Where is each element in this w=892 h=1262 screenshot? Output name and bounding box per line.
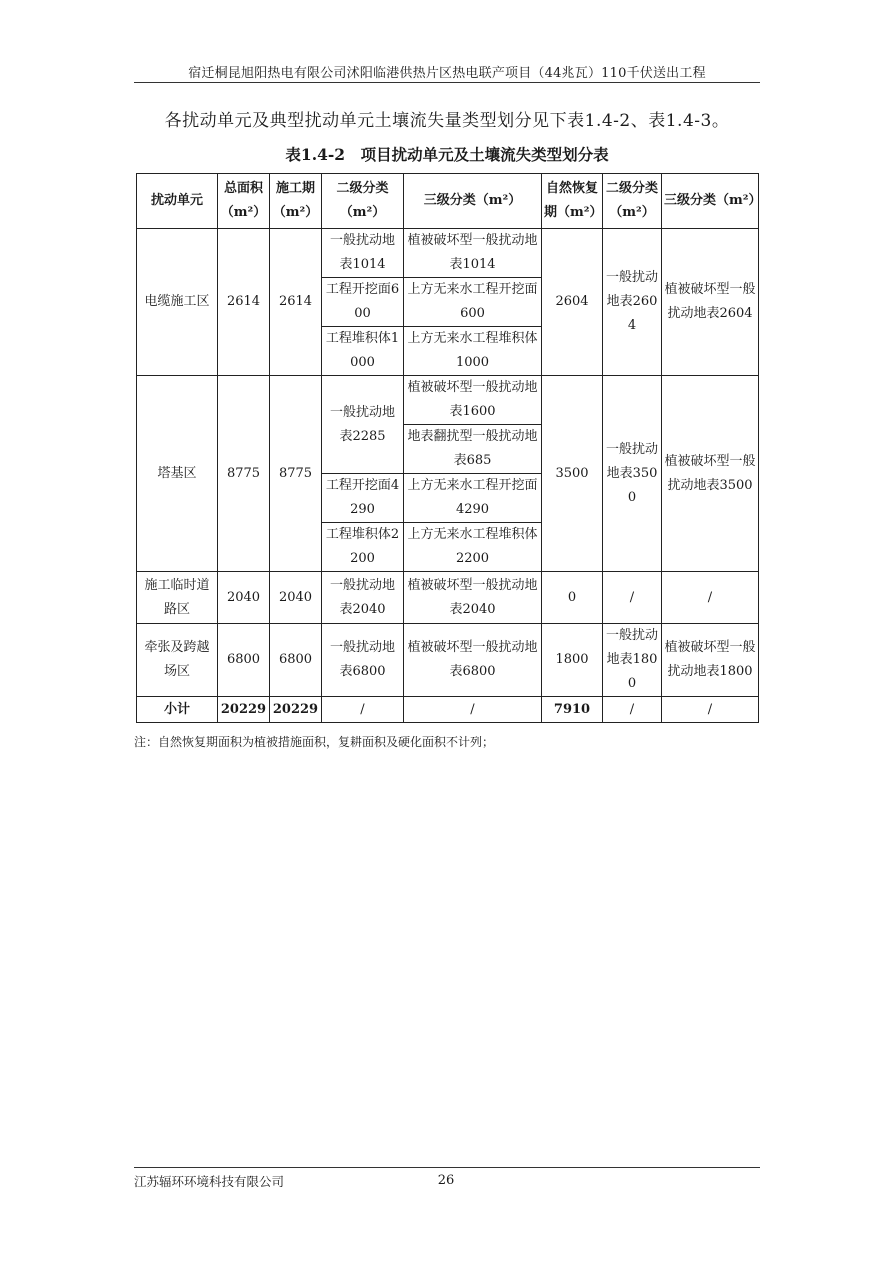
- total-area-sum: 20229: [218, 697, 270, 723]
- header-unit: 扰动单元: [137, 174, 218, 229]
- level3-cell: 植被破坏型一般扰动地表1014: [404, 229, 542, 278]
- classification-table: [136, 173, 762, 723]
- header-construction: 施工期（m²）: [270, 174, 322, 229]
- level2-cell: 一般扰动地表6800: [322, 624, 404, 697]
- level3-cell: 上方无来水工程开挖面4290: [404, 474, 542, 523]
- level3-cell: 上方无来水工程堆积体2200: [404, 523, 542, 572]
- total-area-cell: 8775: [218, 376, 270, 572]
- header-total-area: 总面积（m²）: [218, 174, 270, 229]
- level2-cell: 工程堆积体2200: [322, 523, 404, 572]
- recovery-cell: 1800: [542, 624, 603, 697]
- level2-cell: 工程开挖面4290: [322, 474, 404, 523]
- recovery-level2-cell: 一般扰动地表1800: [603, 624, 662, 697]
- recovery-level2-sum: /: [603, 697, 662, 723]
- recovery-level2-cell: /: [603, 572, 662, 624]
- total-row: [137, 697, 759, 723]
- table-row: [137, 572, 759, 624]
- construction-cell: 8775: [270, 376, 322, 572]
- level3-cell: 地表翻扰型一般扰动地表685: [404, 425, 542, 474]
- header-level3: 三级分类（m²）: [404, 174, 542, 229]
- footer-company: 江苏辐环环境科技有限公司: [134, 1174, 285, 1189]
- level3-cell: 植被破坏型一般扰动地表1600: [404, 376, 542, 425]
- recovery-level3-cell: /: [662, 572, 759, 624]
- total-area-cell: 2040: [218, 572, 270, 624]
- unit-cell: 施工临时道路区: [137, 572, 218, 624]
- footer-rule: [134, 1167, 760, 1168]
- level2-cell: 一般扰动地表2285: [322, 376, 404, 474]
- level3-cell: 上方无来水工程堆积体1000: [404, 327, 542, 376]
- recovery-cell: 0: [542, 572, 603, 624]
- document-header: 宿迁桐昆旭阳热电有限公司沭阳临港供热片区热电联产项目（44兆瓦）110千伏送出工程: [188, 66, 706, 81]
- construction-cell: 2040: [270, 572, 322, 624]
- table-caption: 表1.4-2 项目扰动单元及土壤流失类型划分表: [285, 145, 609, 164]
- header-recovery-level2: 二级分类（m²）: [603, 174, 662, 229]
- table-row: [137, 229, 759, 278]
- construction-cell: 2614: [270, 229, 322, 376]
- header-recovery: 自然恢复期（m²）: [542, 174, 603, 229]
- recovery-cell: 3500: [542, 376, 603, 572]
- recovery-sum: 7910: [542, 697, 603, 723]
- header-rule: [134, 82, 760, 83]
- table-row: [137, 624, 759, 697]
- level3-cell: 上方无来水工程开挖面600: [404, 278, 542, 327]
- level3-sum: /: [404, 697, 542, 723]
- unit-cell: 电缆施工区: [137, 229, 218, 376]
- recovery-level3-cell: 植被破坏型一般扰动地表2604: [662, 229, 759, 376]
- level2-cell: 一般扰动地表2040: [322, 572, 404, 624]
- table-header-row: [137, 174, 759, 229]
- page-number: 26: [437, 1173, 455, 1188]
- level3-cell: 植被破坏型一般扰动地表2040: [404, 572, 542, 624]
- unit-cell: 塔基区: [137, 376, 218, 572]
- header-recovery-level3: 三级分类（m²）: [662, 174, 759, 229]
- total-area-cell: 6800: [218, 624, 270, 697]
- unit-cell: 牵张及跨越场区: [137, 624, 218, 697]
- table-row: [137, 376, 759, 425]
- recovery-level2-cell: 一般扰动地表3500: [603, 376, 662, 572]
- recovery-level3-cell: 植被破坏型一般扰动地表3500: [662, 376, 759, 572]
- header-level2: 二级分类（m²）: [322, 174, 404, 229]
- level2-sum: /: [322, 697, 404, 723]
- recovery-level3-cell: 植被破坏型一般扰动地表1800: [662, 624, 759, 697]
- table-note: 注：自然恢复期面积为植被措施面积，复耕面积及硬化面积不计列；: [134, 735, 495, 749]
- recovery-level3-sum: /: [662, 697, 759, 723]
- total-label: 小计: [137, 697, 218, 723]
- total-area-cell: 2614: [218, 229, 270, 376]
- level2-cell: 工程开挖面600: [322, 278, 404, 327]
- level2-cell: 一般扰动地表1014: [322, 229, 404, 278]
- intro-paragraph: 各扰动单元及典型扰动单元土壤流失量类型划分见下表1.4-2、表1.4-3。: [164, 111, 730, 131]
- recovery-cell: 2604: [542, 229, 603, 376]
- level3-cell: 植被破坏型一般扰动地表6800: [404, 624, 542, 697]
- level2-cell: 工程堆积体1000: [322, 327, 404, 376]
- construction-sum: 20229: [270, 697, 322, 723]
- recovery-level2-cell: 一般扰动地表2604: [603, 229, 662, 376]
- construction-cell: 6800: [270, 624, 322, 697]
